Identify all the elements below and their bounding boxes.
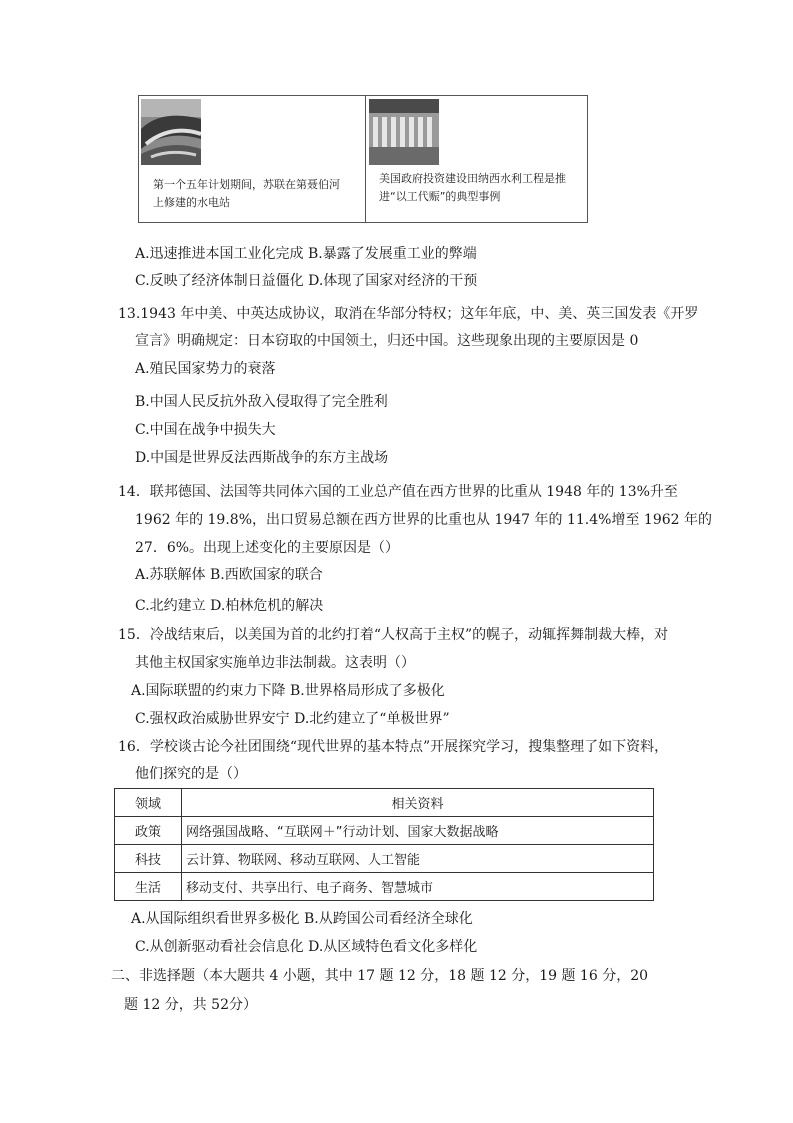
table-cell-field: 政策 [115, 817, 182, 845]
q13-option-c: C.中国在战争中损失大 [135, 422, 276, 438]
q15-option-cd: C.强权政治威胁世界安宁 D.北约建立了“单极世界” [135, 711, 450, 727]
table-cell-field: 科技 [115, 845, 182, 873]
q14-stem-line3: 27．6%。出现上述变化的主要原因是（） [135, 540, 400, 556]
q13-stem-line1: 13.1943 年中美、中英达成协议，取消在华部分特权；这年年底，中、美、英三国发表《开罗 [118, 306, 699, 322]
table-row [115, 845, 654, 873]
image1-caption-line2: 上修建的水电站 [153, 196, 230, 209]
image2-caption-line2: 进“以工代赈”的典型事例 [379, 190, 501, 203]
table-cell-field: 生活 [115, 873, 182, 901]
q16-option-cd: C.从创新驱动看社会信息化 D.从区域特色看文化多样化 [135, 939, 478, 955]
image-divider [365, 96, 366, 222]
q16-option-ab: A.从国际组织看世界多极化 B.从跨国公司看经济全球化 [131, 911, 473, 927]
q13-stem-line2: 宣言》明确规定：日本窃取的中国领土，归还中国。这些现象出现的主要原因是 0 [135, 333, 639, 349]
image1-caption-line1: 第一个五年计划期间，苏联在第聂伯河 [153, 178, 340, 191]
q12-option-ab: A.迅速推进本国工业化完成 B.暴露了发展重工业的弊端 [135, 246, 477, 262]
q15-stem-line2: 其他主权国家实施单边非法制裁。这表明（） [135, 655, 415, 671]
q16-stem-line2: 他们探究的是（） [135, 766, 247, 782]
table-header-row [115, 789, 654, 817]
q16-table [114, 788, 654, 901]
table-cell-materials: 移动支付、共享出行、电子商务、智慧城市 [182, 873, 654, 901]
section2-heading-line1: 二、非选择题（本大题共 4 小题，其中 17 题 12 分，18 题 12 分，19 题 16 分，20 [111, 968, 649, 984]
table-header-field: 领域 [115, 789, 182, 817]
section2-heading-line2: 题 12 分，共 52分） [124, 997, 257, 1013]
q14-option-cd: C.北约建立 D.柏林危机的解决 [135, 598, 324, 614]
q14-stem-line2: 1962 年的 19.8%，出口贸易总额在西方世界的比重也从 1947 年的 11.4%增至 1962 年的 [135, 512, 712, 528]
q15-stem-line1: 15．冷战结束后，以美国为首的北约打着“人权高于主权”的幌子，动辄挥舞制裁大棒，对 [118, 627, 669, 643]
q13-option-b: B.中国人民反抗外敌入侵取得了完全胜利 [135, 394, 388, 410]
q12-image-box [138, 95, 588, 223]
table-cell-materials: 网络强国战略、“互联网＋”行动计划、国家大数据战略 [182, 817, 654, 845]
table-header-materials: 相关资料 [182, 789, 654, 817]
tva-dam-photo [369, 99, 439, 165]
q14-option-ab: A.苏联解体 B.西欧国家的联合 [135, 567, 323, 583]
image2-caption-line1: 美国政府投资建设田纳西水利工程是推 [379, 172, 566, 185]
q12-option-cd: C.反映了经济体制日益僵化 D.体现了国家对经济的干预 [135, 273, 478, 289]
q13-option-a: A.殖民国家势力的衰落 [135, 361, 276, 377]
q15-option-ab: A.国际联盟的约束力下降 B.世界格局形成了多极化 [131, 683, 445, 699]
table-row [115, 873, 654, 901]
q16-stem-line1: 16．学校谈古论今社团围绕“现代世界的基本特点”开展探究学习，搜集整理了如下资料， [118, 739, 669, 755]
q14-stem-line1: 14．联邦德国、法国等共同体六国的工业总产值在西方世界的比重从 1948 年的 13%升至 [118, 484, 678, 500]
table-cell-materials: 云计算、物联网、移动互联网、人工智能 [182, 845, 654, 873]
table-row [115, 817, 654, 845]
q13-option-d: D.中国是世界反法西斯战争的东方主战场 [135, 450, 389, 466]
hydro-station-photo [141, 99, 201, 165]
